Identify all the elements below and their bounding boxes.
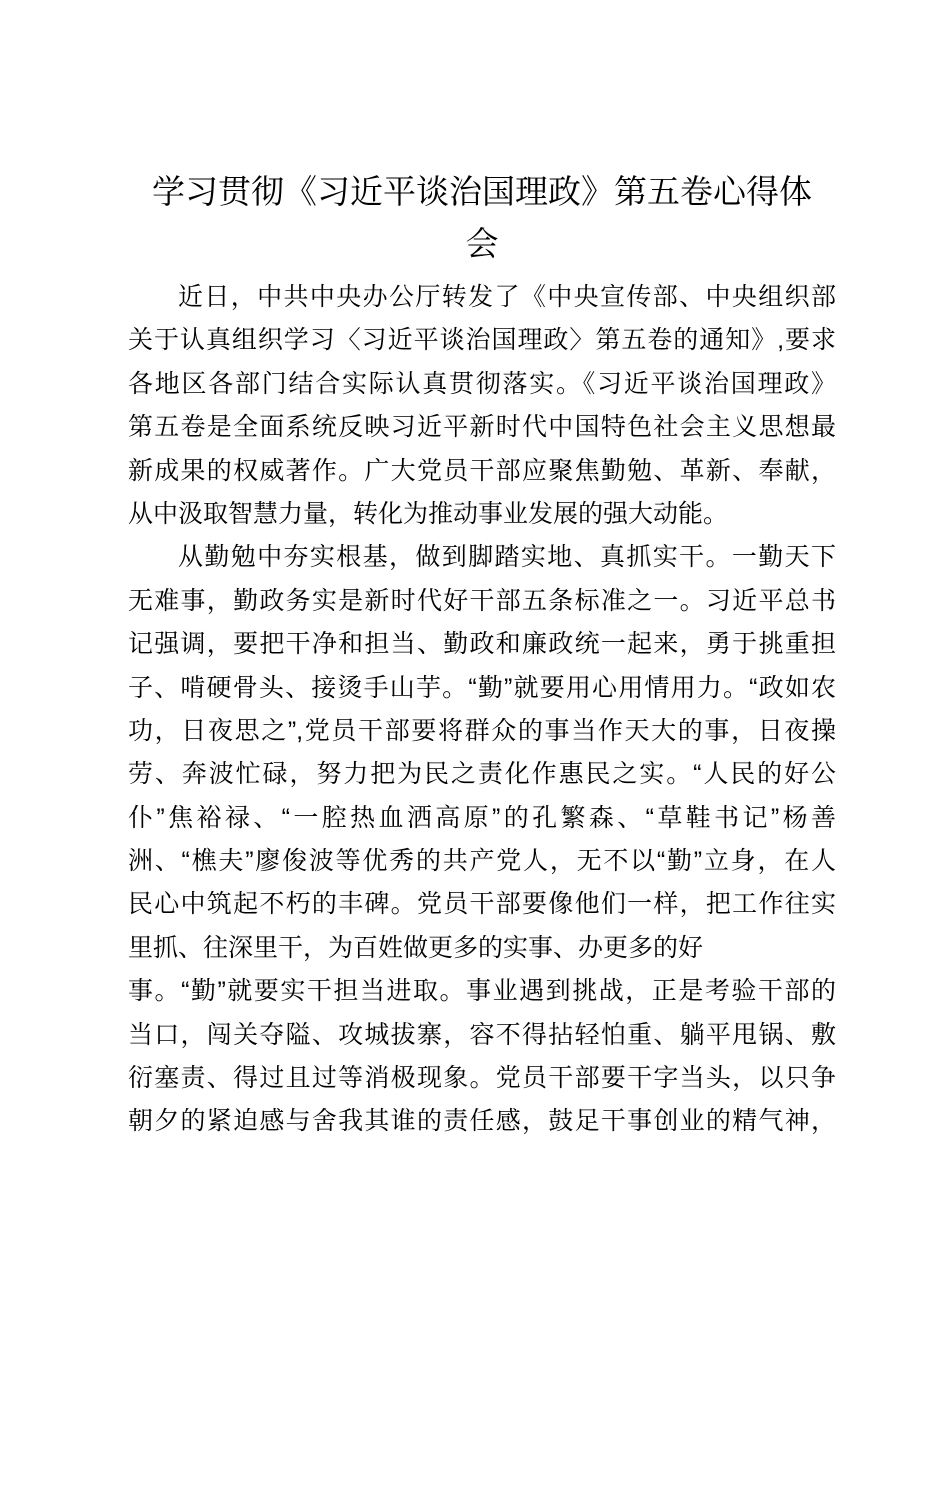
text-line: 从中汲取智慧力量，转化为推动事业发展的强大动能。 xyxy=(128,499,729,528)
text-line: 仆”焦裕禄、“一腔热血洒高原”的孔繁森、“草鞋书记”杨善 xyxy=(128,803,836,832)
text-line: 朝夕的紧迫感与舍我其谁的责任感，鼓足干事创业的精气神， xyxy=(128,1107,836,1136)
text-line: 子、啃硬骨头、接烫手山芋。“勤”就要用心用情用力。“政如农 xyxy=(128,673,836,702)
text-line: 事。“勤”就要实干担当进取。事业遇到挑战，正是考验干部的 xyxy=(128,977,836,1006)
text-line: 关于认真组织学习〈习近平谈治国理政〉第五卷的通知》,要求 xyxy=(128,326,836,355)
text-line: 当口，闯关夺隘、攻城拔寨，容不得拈轻怕重、躺平甩锅、敷 xyxy=(128,1020,836,1049)
paragraph xyxy=(128,536,836,1143)
document-title xyxy=(128,166,836,270)
text-line: 劳、奔波忙碌，努力把为民之责化作惠民之实。“人民的好公 xyxy=(128,760,836,789)
title-line: 学习贯彻《习近平谈治国理政》第五卷心得体 xyxy=(152,173,812,210)
text-line: 衍塞责、得过且过等消极现象。党员干部要干字当头，以只争 xyxy=(128,1064,836,1093)
text-line: 记强调，要把干净和担当、勤政和廉政统一起来，勇于挑重担 xyxy=(128,630,836,659)
text-line: 近日，中共中央办公厅转发了《中央宣传部、中央组织部 xyxy=(178,283,836,311)
text-line: 从勤勉中夯实根基，做到脚踏实地、真抓实干。一勤天下 xyxy=(178,543,836,572)
title-line: 会 xyxy=(465,225,499,262)
text-line: 第五卷是全面系统反映习近平新时代中国特色社会主义思想最 xyxy=(128,413,836,442)
text-line: 无难事，勤政务实是新时代好干部五条标准之一。习近平总书 xyxy=(128,586,836,615)
document-body xyxy=(128,276,836,1144)
text-line: 里抓、往深里干，为百姓做更多的实事、办更多的好 xyxy=(128,933,704,962)
paragraph xyxy=(128,276,836,536)
text-line: 功，日夜思之”,党员干部要将群众的事当作天大的事，日夜操 xyxy=(128,716,836,745)
text-line: 各地区各部门结合实际认真贯彻落实。《习近平谈治国理政》 xyxy=(128,369,836,398)
text-line: 民心中筑起不朽的丰碑。党员干部要像他们一样，把工作往实 xyxy=(128,890,836,919)
text-line: 新成果的权威著作。广大党员干部应聚焦勤勉、革新、奉献， xyxy=(128,456,836,485)
document-page xyxy=(0,166,950,1510)
text-line: 洲、“樵夫”廖俊波等优秀的共产党人，无不以“勤”立身，在人 xyxy=(128,847,836,876)
